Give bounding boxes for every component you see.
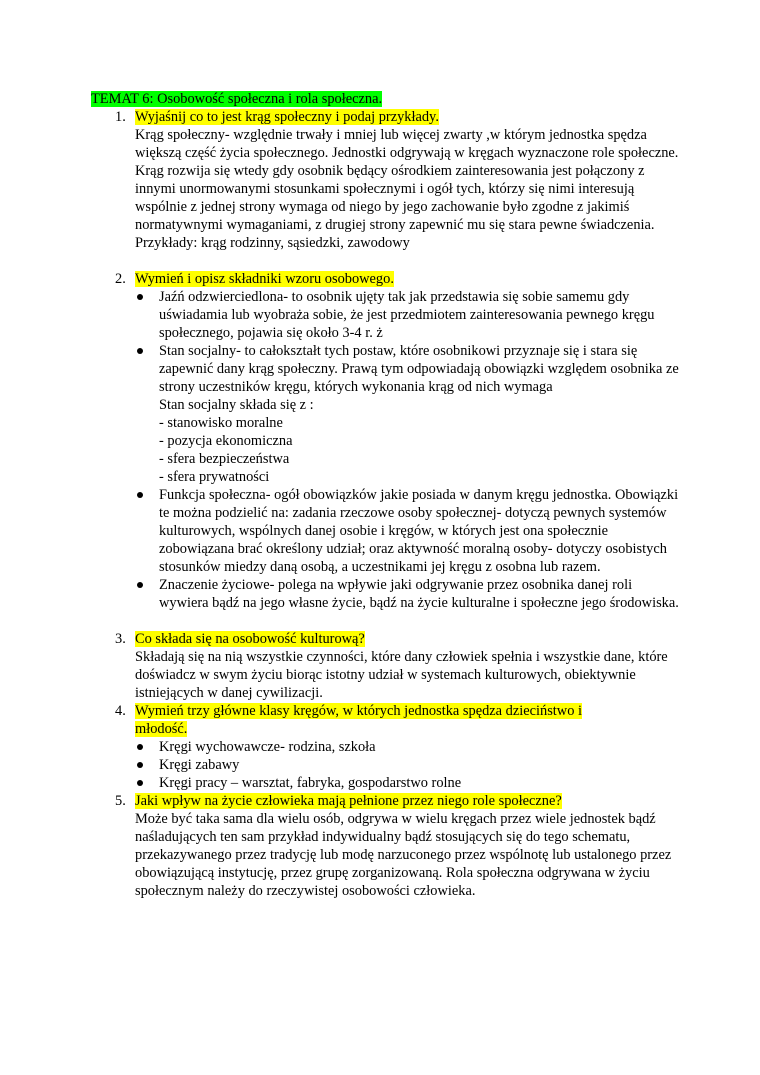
document-content bbox=[91, 90, 681, 900]
question-number: 2. bbox=[115, 271, 126, 287]
question-text: Wymień trzy główne klasy kręgów, w których jednostka spędza dzieciństwo i bbox=[135, 703, 582, 719]
sub-item: - stanowisko moralne bbox=[159, 415, 283, 431]
bullet-icon bbox=[137, 780, 143, 786]
topic-title: TEMAT 6: Osobowość społeczna i rola społeczna. bbox=[91, 91, 383, 107]
question-text: Wyjaśnij co to jest krąg społeczny i podaj przykłady. bbox=[135, 109, 439, 125]
answer-1-examples: Przykłady: krąg rodzinny, sąsiedzki, zawodowy bbox=[135, 235, 410, 251]
list-item: Funkcja społeczna- ogół obowiązków jakie posiada w danym kręgu jednostka. Obowiązki te można podzielić na: zadania rzeczowe osoby społecznej- dotyczą pewnych systemów kulturowych, wspólnych danej osobie i kręgów, w których jest ona społecznie zobowiązana brać określony udział; oraz aktywność moralną osoby- dotyczy osobistych stosunków miedzy daną osobą, a uczestnikami jej kręgu z osobna lub razem. bbox=[91, 486, 681, 576]
sub-item: - sfera prywatności bbox=[159, 469, 270, 485]
sub-item: - pozycja ekonomiczna bbox=[159, 433, 293, 449]
answer-3: Składają się na nią wszystkie czynności, które dany człowiek spełnia i wszystkie dane, które doświadcz w swym życiu biorąc istotny udział w systemach kulturowych, obiektywnie istniejących w danej cywilizacji. bbox=[135, 649, 668, 701]
bullet-icon bbox=[137, 582, 143, 588]
list-item: Kręgi pracy – warsztat, fabryka, gospodarstwo rolne bbox=[91, 774, 681, 792]
list-item: Jaźń odzwierciedlona- to osobnik ujęty tak jak przedstawia się sobie samemu gdy uświadamia lub wyobraża sobie, że jest przedmiotem zainteresowania pewnego kręgu społecznego, pojawia się około 3-4 r. ż bbox=[91, 288, 681, 342]
list-item: Kręgi wychowawcze- rodzina, szkoła bbox=[91, 738, 681, 756]
bullet-icon bbox=[137, 762, 143, 768]
question-1 bbox=[91, 108, 681, 126]
list-item: Znaczenie życiowe- polega na wpływie jaki odgrywanie przez osobnika danej roli wywiera bądź na jego własne życie, bądź na życie kulturalne i społeczne jego środowiska. bbox=[91, 576, 681, 612]
question-number: 5. bbox=[115, 793, 126, 809]
bullet-icon bbox=[137, 744, 143, 750]
answer-2-list bbox=[91, 288, 681, 612]
sub-item: - sfera bezpieczeństwa bbox=[159, 451, 290, 467]
list-item: Stan socjalny- to całokształt tych postaw, które osobnikowi przyznaje się i stara się zapewnić dany krąg społeczny. Prawą tym odpowiadają obowiązki względem osobnika ze strony uczestników kręgu, których wykonania krąg od nich wymaga Stan socjalny składa się z : - stanowisko moralne - pozycja ekonomiczna - sfera bezpieczeństwa - sfera prywatności bbox=[91, 342, 681, 486]
answer-5: Może być taka sama dla wielu osób, odgrywa w wielu kręgach przez wiele jednostek bądź naśladujących ten sam przykład indywidualny bądź stosujących się do tego schematu, przekazywanego przez tradycję lub modę narzuconego przez wspólnotę lub ustalonego przez obowiązującą instytucję, przez grupę zorganizowaną. Rola społeczna odgrywana w życiu społecznym należy do rzeczywistej osobowości człowieka. bbox=[135, 811, 672, 899]
question-2 bbox=[91, 270, 681, 288]
question-text: Jaki wpływ na życie człowieka mają pełnione przez niego role społeczne? bbox=[135, 793, 562, 809]
question-text: Wymień i opisz składniki wzoru osobowego. bbox=[135, 271, 394, 287]
question-number: 1. bbox=[115, 109, 126, 125]
bullet-icon bbox=[137, 348, 143, 354]
question-number: 4. bbox=[115, 703, 126, 719]
question-number: 3. bbox=[115, 631, 126, 647]
question-4 bbox=[91, 702, 681, 738]
question-text-cont: młodość. bbox=[135, 721, 188, 737]
question-5 bbox=[91, 792, 681, 810]
bullet-icon bbox=[137, 294, 143, 300]
question-text: Co składa się na osobowość kulturową? bbox=[135, 631, 365, 647]
bullet-icon bbox=[137, 492, 143, 498]
question-3 bbox=[91, 630, 681, 648]
list-item: Kręgi zabawy bbox=[91, 756, 681, 774]
answer-1: Krąg społeczny- względnie trwały i mniej lub więcej zwarty ,w którym jednostka spędza większą część życia społecznego. Jednostki odgrywają w kręgach wyznaczone role społeczne. Krąg rozwija się wtedy gdy osobnik będący ośrodkiem zainteresowania jest połączony z innymi unormowanymi stosunkami społecznymi i ogół tych, którzy się nimi interesują wspólnie z jednej strony wymaga od niego by jego zachowanie było zgodne z jakimiś normatywnymi wymaganiami, z drugiej strony zapewnić mu się stara pewne świadczenia. bbox=[135, 127, 679, 233]
answer-4-list bbox=[91, 738, 681, 792]
sub-intro: Stan socjalny składa się z : bbox=[159, 397, 314, 413]
